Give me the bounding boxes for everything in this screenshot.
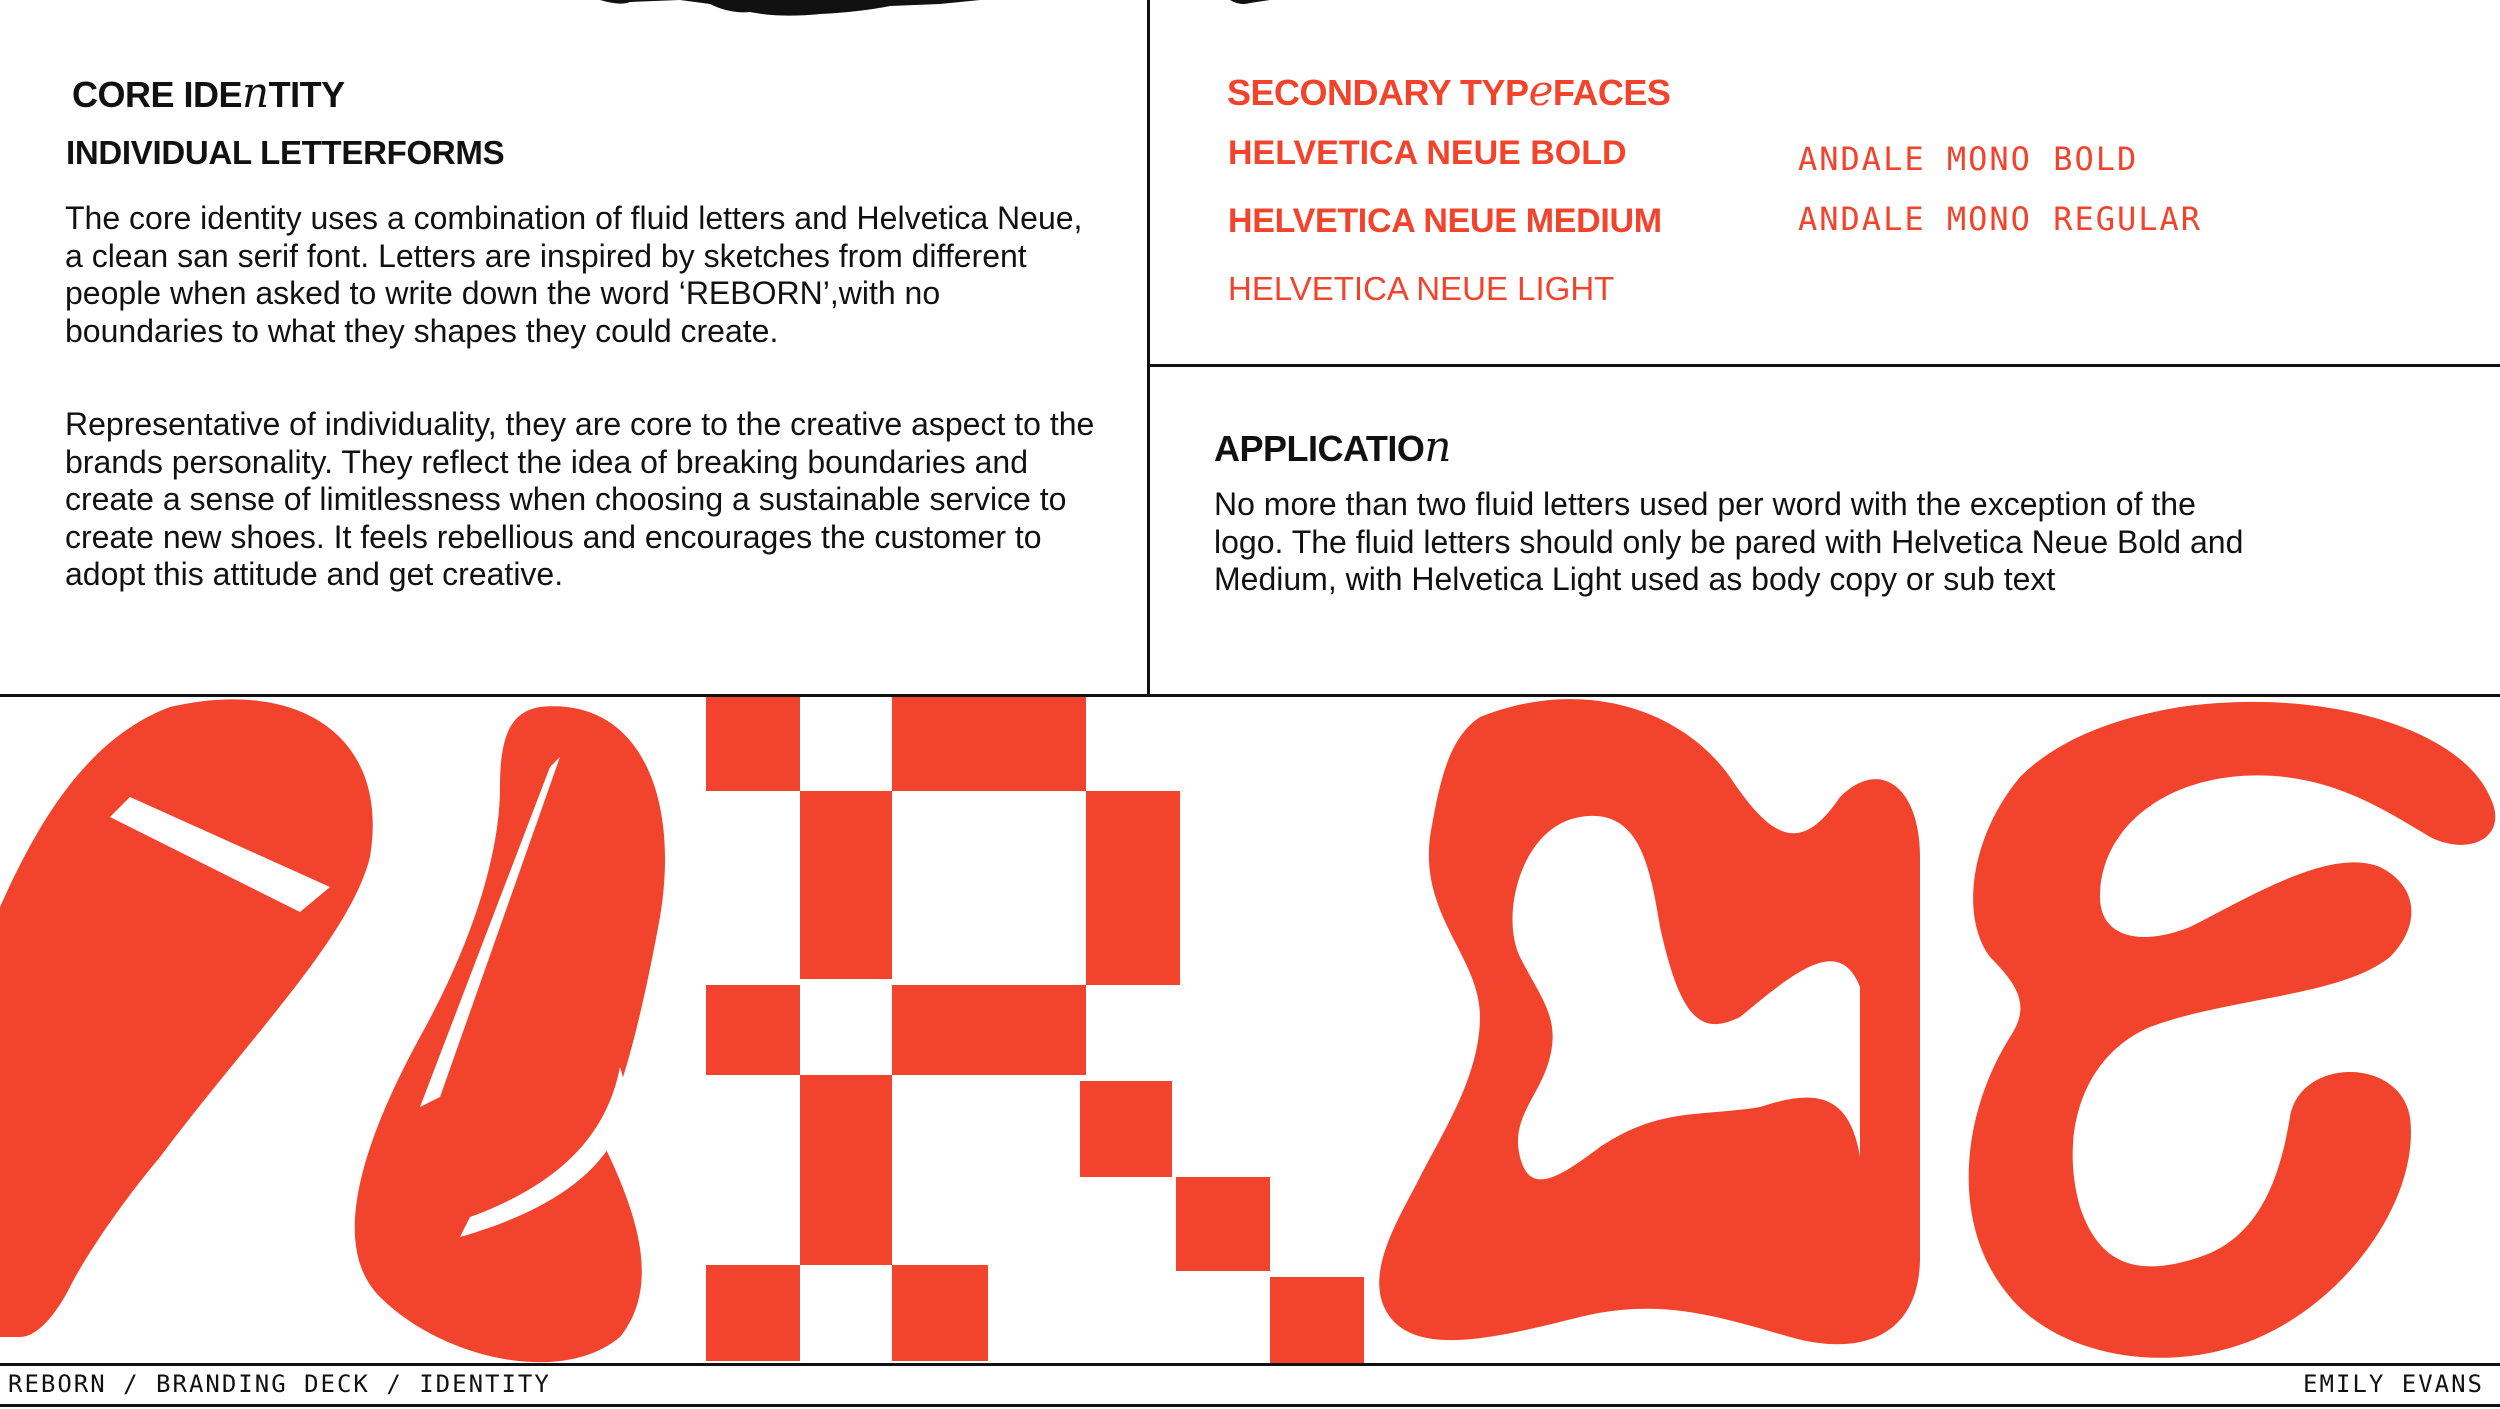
- core-identity-paragraph-2: Representative of individuality, they are core to the creative aspect to the brands personality. They reflect the idea of breaking boundaries and create a sense of limitlessness when choosing a sustainable service to create new shoes. It feels rebellious and encourages the customer to adopt this attitude and get creative.: [65, 406, 1095, 592]
- fluid-n-left-stroke: [0, 699, 373, 1337]
- heading-text: APPLICATIO: [1214, 428, 1425, 469]
- fluid-n-right-stroke: [355, 706, 665, 1362]
- pixel-r-block: [892, 1265, 988, 1361]
- footer-breadcrumb: REBORN / BRANDING DECK / IDENTITY: [8, 1370, 551, 1398]
- heading-text: SECONDARY TYP: [1227, 72, 1529, 113]
- pixel-r-block: [706, 1265, 800, 1361]
- fluid-e: [1969, 702, 2496, 1358]
- pixel-r-block: [800, 885, 892, 979]
- pixel-r-block: [1086, 791, 1180, 985]
- heading-text: CORE IDE: [72, 74, 243, 115]
- typeface-andale-regular: ANDALE MONO REGULAR: [1798, 200, 2203, 238]
- heading-text: TITY: [268, 74, 345, 115]
- typeface-helvetica-light: HELVETICA NEUE LIGHT: [1228, 270, 1615, 307]
- pixel-r-block: [1270, 1277, 1364, 1363]
- torn-paper-edge-right: [1170, 0, 1330, 14]
- pixel-r-block: [706, 697, 800, 791]
- application-heading: [1214, 422, 1451, 471]
- torn-paper-edge: [560, 0, 1120, 30]
- core-identity-heading: [72, 68, 345, 117]
- pixel-r-block: [706, 985, 800, 1075]
- pixel-r-block: [1080, 1081, 1172, 1177]
- fluid-letter-n: n: [1424, 422, 1451, 471]
- core-identity-paragraph-1: The core identity uses a combination of fluid letters and Helvetica Neue, a clean san serif font. Letters are inspired by sketches from different people when asked to write down the word ‘REBORN’,with no boundaries to what they shapes they could create.: [65, 200, 1083, 349]
- pixel-r-block: [892, 697, 1086, 791]
- footer-bottom-rule: [0, 1404, 2500, 1407]
- typeface-andale-bold: ANDALE MONO BOLD: [1798, 140, 2139, 178]
- pixel-r-block: [800, 791, 892, 885]
- footer-top-rule: [0, 1363, 2500, 1366]
- secondary-typefaces-heading: [1227, 66, 1670, 115]
- typeface-helvetica-bold: HELVETICA NEUE BOLD: [1228, 134, 1627, 172]
- fluid-letter-e: e: [1528, 66, 1553, 115]
- fluid-letter-n: n: [242, 68, 269, 117]
- pixel-r-block: [892, 985, 1086, 1075]
- individual-letterforms-subheading: INDIVIDUAL LETTERFORMS: [66, 134, 505, 171]
- typeface-helvetica-medium: HELVETICA NEUE MEDIUM: [1228, 202, 1662, 240]
- footer-author: EMILY EVANS: [2303, 1370, 2484, 1398]
- right-section-divider: [1150, 364, 2500, 367]
- pixel-r-block: [800, 1175, 892, 1265]
- column-divider: [1147, 0, 1150, 696]
- heading-text: FACES: [1552, 72, 1671, 113]
- pixel-r-block: [800, 1075, 892, 1175]
- fluid-letterforms-band: [0, 697, 2500, 1363]
- pixel-r-block: [1176, 1177, 1270, 1271]
- application-paragraph: No more than two fluid letters used per word with the exception of the logo. The fluid letters should only be pared with Helvetica Neue Bold and Medium, with Helvetica Light used as body copy or sub text: [1214, 486, 2244, 597]
